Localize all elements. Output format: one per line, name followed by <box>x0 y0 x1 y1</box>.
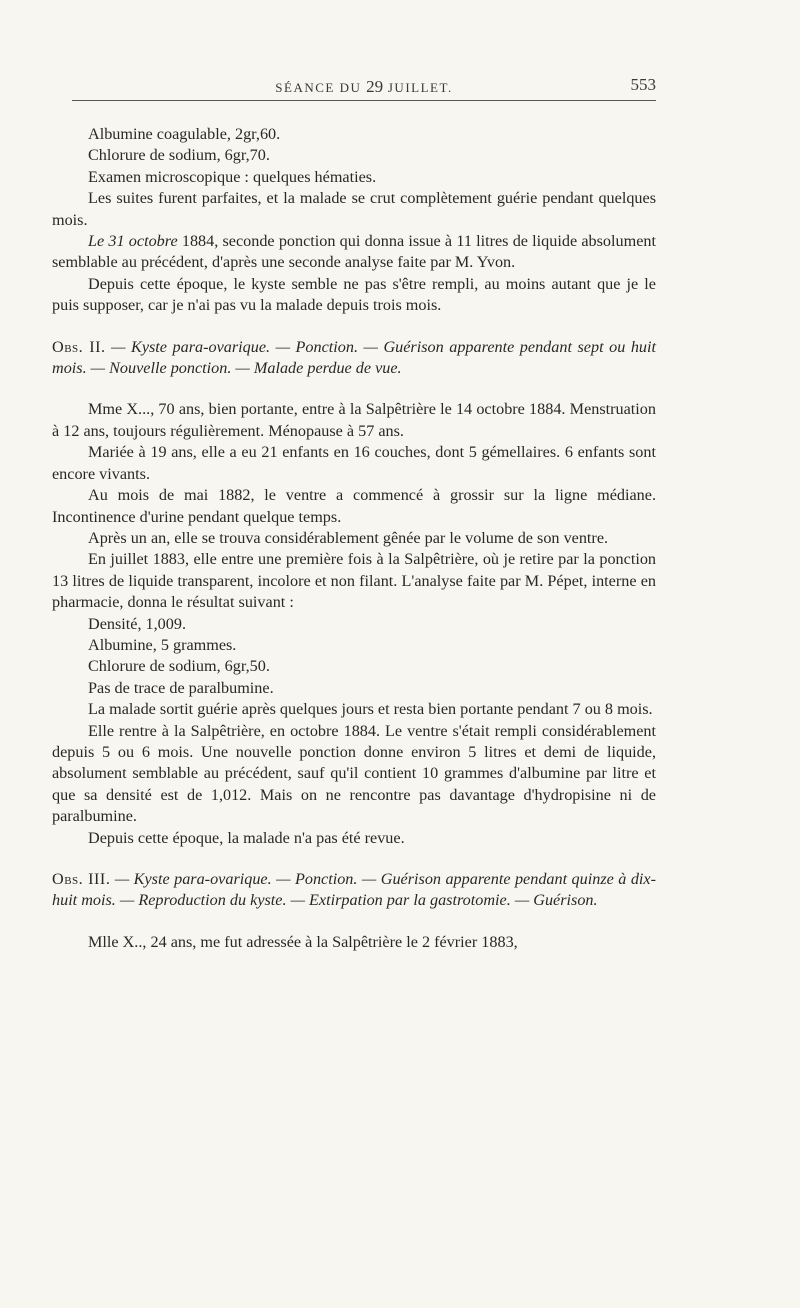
running-title-prefix: SÉANCE DU <box>275 80 362 95</box>
paragraph-suites: Les suites furent parfaites, et la malade se crut complètement guérie pendant quelques mois. <box>52 189 656 229</box>
body-text <box>52 124 656 953</box>
paragraph-rentre: Elle rentre à la Salpêtrière, en octobre 1884. Le ventre s'était rempli considérablement depuis 5 ou 6 mois. Une nouvelle ponction donne environ 5 litres et demi de liquide, absolument semblable au précédent, sauf qu'il contient 10 grammes d'albumine par litre et que sa densité est de 1,012. Mais on ne rencontre pas davantage d'hydropisine ni de paralbumine. <box>52 721 656 826</box>
observation-3-title: — Kyste para-ovarique. — Ponction. — Guérison apparente pendant quinze à dix-huit mois. — Reproduction du kyste. — Extirpation par la gastrotomie. — Guérison. <box>52 870 656 910</box>
paragraph-chlorure-1: Chlorure de sodium, 6gr,70. <box>88 146 270 165</box>
paragraph-mai-1882: Au mois de mai 1882, le ventre a commencé à grossir sur la ligne médiane. Incontinence d'urine pendant quelque temps. <box>52 486 656 526</box>
paragraph-seconde-ponction-text: 1884, seconde ponction qui donna issue à 11 litres de liquide absolument semblable au précédent, d'après une seconde analyse faite par M. Yvon. <box>52 232 656 272</box>
paragraph-albumine-1: Albumine coagulable, 2gr,60. <box>88 125 281 143</box>
observation-2-title: — Kyste para-ovarique. — Ponction. — Guérison apparente pendant sept ou huit mois. — Nouvelle ponction. — Malade perdue de vue. <box>52 337 656 378</box>
paragraph-examen: Examen microscopique : quelques hématies. <box>88 167 377 186</box>
observation-2-heading <box>52 337 656 380</box>
paragraph-paralbumine: Pas de trace de paralbumine. <box>88 678 274 697</box>
paragraph-seconde-ponction <box>52 231 656 274</box>
paragraph-chlorure-2: Chlorure de sodium, 6gr,50. <box>88 657 270 676</box>
paragraph-patient-3: Mlle X.., 24 ans, me fut adressée à la Salpêtrière le 2 février 1883, <box>88 932 518 951</box>
running-header <box>72 76 656 101</box>
date-italic: Le 31 octobre <box>88 232 178 251</box>
paragraph-patient-2: Mme X..., 70 ans, bien portante, entre à la Salpêtrière le 14 octobre 1884. Menstruation à 12 ans, toujours régulièrement. Ménopause à 57 ans. <box>52 400 656 440</box>
paragraph-apres-un-an: Après un an, elle se trouva considérablement gênée par le volume de son ventre. <box>88 528 609 547</box>
running-title <box>72 77 656 97</box>
observation-2-label: Obs. II. <box>52 337 106 356</box>
paragraph-densite: Densité, 1,009. <box>88 614 187 633</box>
paragraph-depuis-2: Depuis cette époque, la malade n'a pas été revue. <box>88 828 405 847</box>
observation-3-heading <box>52 869 656 912</box>
paragraph-juillet-1883: En juillet 1883, elle entre une première fois à la Salpêtrière, où je retire par la ponction 13 litres de liquide transparent, incolore et non filant. L'analyse faite par M. Pépet, interne en pharmacie, donna le résultat suivant : <box>52 550 656 612</box>
paragraph-sortit: La malade sortit guérie après quelques jours et resta bien portante pendant 7 ou 8 mois. <box>88 700 653 719</box>
page-number: 553 <box>630 75 656 94</box>
running-title-day: 29 <box>366 77 384 96</box>
paragraph-albumine-2: Albumine, 5 grammes. <box>88 635 237 654</box>
paragraph-depuis-1: Depuis cette époque, le kyste semble ne pas s'être rempli, au moins autant que je le puis supposer, car je n'ai pas vu la malade depuis trois mois. <box>52 274 656 315</box>
observation-3-label: Obs. III. <box>52 870 111 888</box>
paragraph-mariee: Mariée à 19 ans, elle a eu 21 enfants en 16 couches, dont 5 gémellaires. 6 enfants sont encore vivants. <box>52 443 656 483</box>
running-title-suffix: JUILLET. <box>387 80 453 95</box>
